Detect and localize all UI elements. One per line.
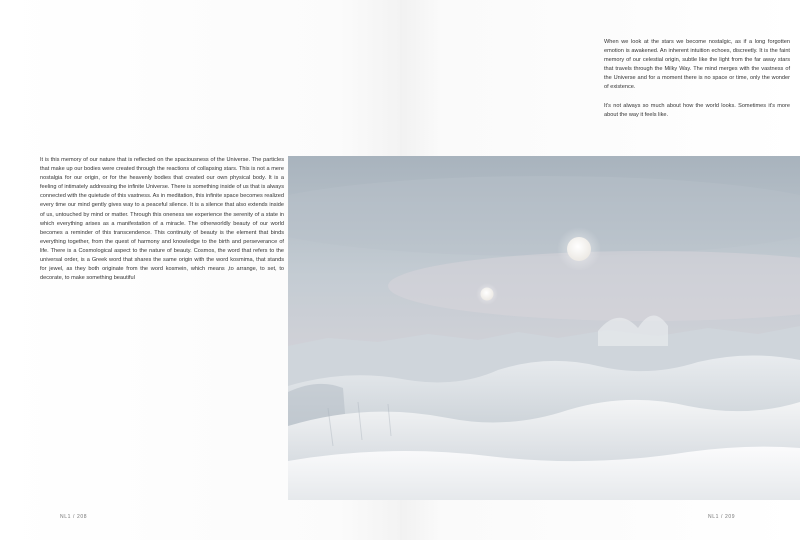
body-text-block xyxy=(40,156,284,283)
small-moon-icon xyxy=(481,288,494,301)
cloud-band xyxy=(288,176,800,256)
intro-paragraph-2: It's not always so much about how the world looks. Sometimes it's more about the way it feels like. xyxy=(604,102,790,118)
intro-text-block xyxy=(604,38,790,120)
large-moon-icon xyxy=(567,237,591,261)
folio-right: NL1 / 209 xyxy=(708,514,736,520)
snow-landscape-photo xyxy=(288,156,800,500)
body-paragraph: It is this memory of our nature that is reflected on the spaciousness of the Universe. The particles that make up our bodies were created through the reactions of collapsing stars. This is not a mere nostalgia for our origin, or for the heavenly bodies that created our own physical body. It is a feeling of intimately addressing the infinite Universe. There is something inside of us that is always connected with the quietude of this vastness. As in meditation, this infinite space becomes realized every time our mind gently gives way to a peaceful silence. It is a silence that also extends inside of us, untouched by mind or matter. Through this oneness we experience the serenity of a state in which everything arises as a manifestation of a miracle. The otherworldly beauty of our world becomes a reminder of this transcendence. This continuity of beauty is the element that binds everything together, from the quest of harmony and knowledge to the birth and perseverance of life. There is a Cosmological aspect to the nature of beauty. Cosmos, the word that refers to the universal order, is a Greek word that shares the same origin with the word kosmima, that stands for jewel, as they both originate from the word kosmein, which means ,to arrange, to set, to decorate, to make something beautiful xyxy=(40,157,284,282)
intro-paragraph-1: When we look at the stars we become nostalgic, as if a long forgotten emotion is awakened. An inherent intuition echoes, discreetly. It is the faint memory of our celestial origin, subtle like the light from the far away stars that travels through the Milky Way. The mind merges with the vastness of the Universe and for a moment there is no space or time, only the wonder of existence. xyxy=(604,39,790,91)
folio-left: NL1 / 208 xyxy=(60,514,88,520)
landscape-illustration xyxy=(288,156,800,500)
